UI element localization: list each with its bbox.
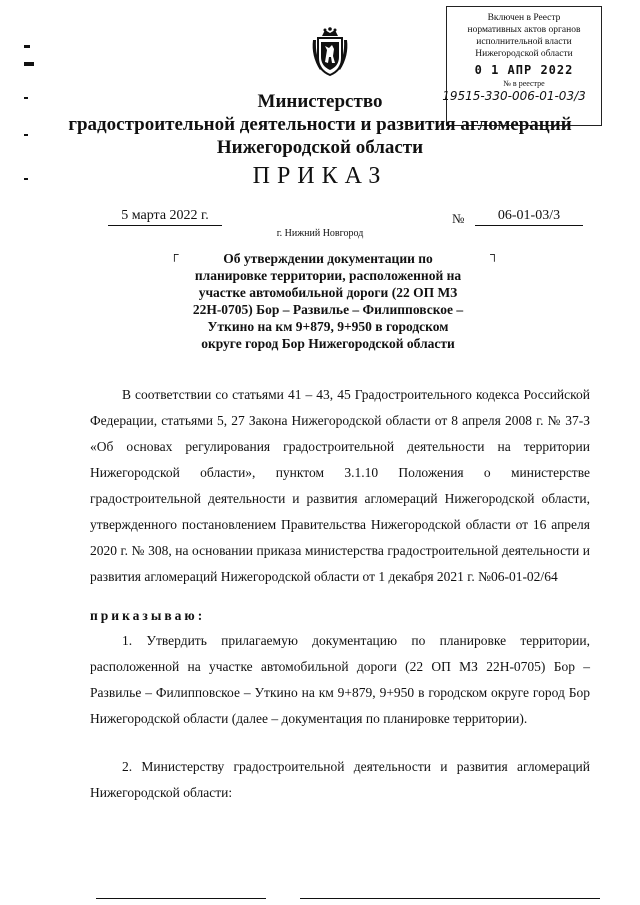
scan-bottom-line bbox=[300, 898, 600, 899]
subject-line: 22Н-0705) Бор – Развилье – Филипповское – bbox=[192, 302, 464, 317]
order-subject bbox=[176, 250, 480, 352]
corner-bracket-left: ┌ bbox=[170, 247, 179, 261]
stamp-date: 0 1 АПР 2022 bbox=[474, 63, 574, 77]
order-number: 06-01-03/3 bbox=[475, 208, 583, 226]
city-name: г. Нижний Новгород bbox=[276, 228, 364, 239]
scan-margin-mark bbox=[24, 97, 28, 99]
subject-line: планировке территории, расположенной на bbox=[194, 268, 462, 283]
order-item-1: 1. Утвердить прилагаемую документацию по планировке территории, расположенной на участке автомобильной дороги (22 ОП МЗ 22Н-0705) Бор – Развилье – Филипповское – Уткино на км 9+879, 9+950 в городском округе город Бор Нижегородской области (далее – документация по планировке территории). bbox=[90, 633, 590, 726]
ministry-name-line2: градостроительной деятельности и развития агломераций bbox=[68, 114, 572, 135]
scan-margin-mark bbox=[24, 45, 30, 48]
stamp-number-label: № в реестре bbox=[503, 79, 545, 88]
scan-margin-mark bbox=[24, 134, 28, 136]
subject-line: Уткино на км 9+879, 9+950 в городском bbox=[207, 319, 449, 334]
number-sign: № bbox=[452, 211, 465, 226]
coat-of-arms-emblem bbox=[310, 26, 350, 78]
document-type-title: ПРИКАЗ bbox=[252, 163, 388, 189]
stamp-line: исполнительной власти bbox=[476, 37, 572, 47]
scan-margin-mark bbox=[24, 62, 34, 66]
subject-line: округе город Бор Нижегородской области bbox=[201, 336, 455, 351]
scan-bottom-line bbox=[96, 898, 266, 899]
stamp-number: 19515-330-006-01-03/3 bbox=[442, 89, 586, 103]
stamp-line: Включен в Реестр bbox=[487, 13, 561, 23]
corner-bracket-right: ┐ bbox=[490, 247, 499, 261]
subject-line: участке автомобильной дороги (22 ОП МЗ bbox=[198, 285, 458, 300]
ministry-name-line3: Нижегородской области bbox=[216, 137, 424, 158]
stamp-line: нормативных актов органов bbox=[467, 25, 581, 35]
order-word: приказываю: bbox=[90, 608, 206, 623]
scan-margin-mark bbox=[24, 178, 28, 180]
order-date: 5 марта 2022 г. bbox=[108, 208, 222, 226]
order-item-2: 2. Министерству градостроительной деятельности и развития агломераций Нижегородской области: bbox=[90, 759, 590, 800]
stamp-line: Нижегородской области bbox=[475, 49, 573, 59]
ministry-name-line1: Министерство bbox=[257, 91, 383, 112]
subject-line: Об утверждении документации по bbox=[223, 251, 433, 266]
preamble-paragraph: В соответствии со статьями 41 – 43, 45 Градостроительного кодекса Российской Федерации, статьями 5, 27 Закона Нижегородской области от 8 апреля 2008 г. № 37-З «Об основах регулирования градостроительной деятельности на территории Нижегородской области», пунктом 3.1.10 Положения о министерстве градостроительной деятельности и развития агломераций Нижегородской области, утвержденного постановлением Правительства Нижегородской области от 16 апреля 2020 г. № 308, на основании приказа министерства градостроительной деятельности и развития агломераций Нижегородской области от 1 декабря 2021 г. №06-01-02/64 bbox=[90, 387, 590, 584]
